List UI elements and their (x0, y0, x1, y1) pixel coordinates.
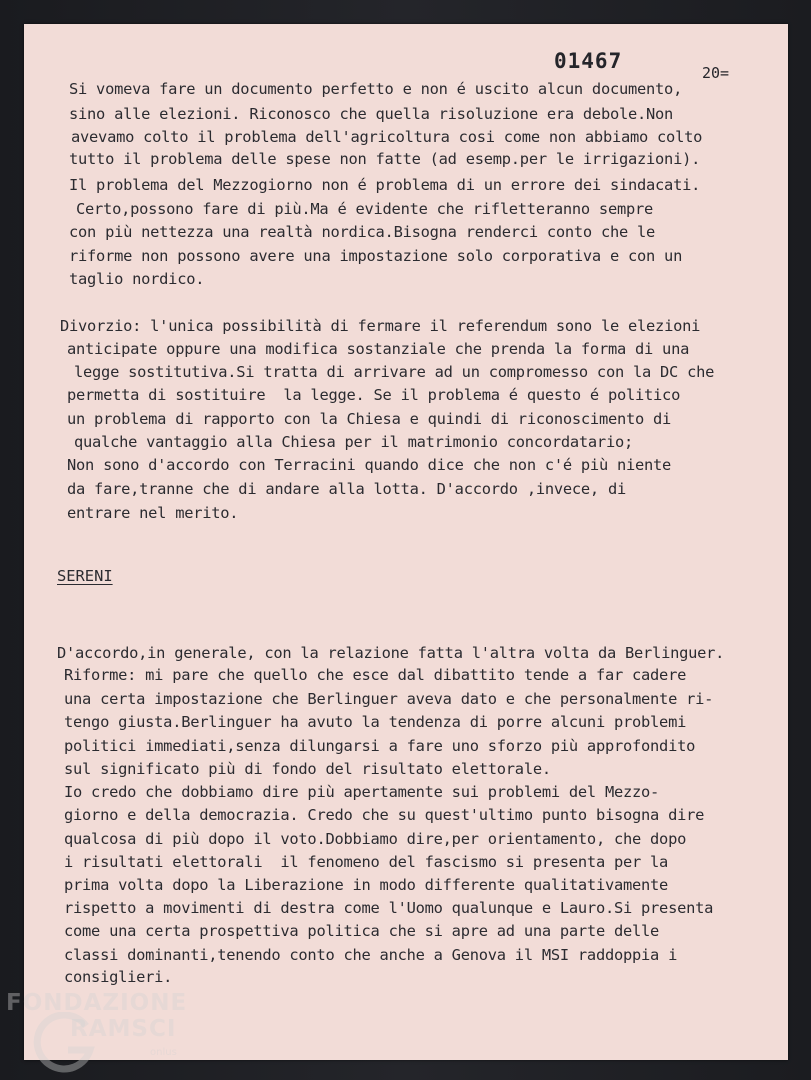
text-line: anticipate oppure una modifica sostanziale che prenda la forma di una (67, 340, 690, 358)
text-line: sino alle elezioni. Riconosco che quella risoluzione era debole.Non (69, 105, 674, 123)
document-number: 01467 (554, 49, 623, 73)
text-line: politici immediati,senza dilungarsi a fare uno sforzo più approfondito (64, 737, 696, 755)
text-line: riforme non possono avere una impostazione solo corporativa e con un (69, 247, 683, 265)
text-line: con più nettezza una realtà nordica.Bisogna renderci conto che le (69, 223, 656, 241)
text-line: come una certa prospettiva politica che si apre ad una parte delle (64, 922, 660, 940)
text-line: prima volta dopo la Liberazione in modo differente qualitativamente (64, 876, 669, 894)
text-line: permetta di sostituire la legge. Se il problema é questo é politico (67, 386, 681, 404)
text-line: entrare nel merito. (67, 504, 239, 522)
text-line: i risultati elettorali il fenomeno del fascismo si presenta per la (64, 853, 669, 871)
text-line: Io credo che dobbiamo dire più apertamente sui problemi del Mezzo- (64, 783, 660, 801)
text-line: legge sostitutiva.Si tratta di arrivare ad un compromesso con la DC che (74, 363, 715, 381)
text-line: qualcosa di più dopo il voto.Dobbiamo dire,per orientamento, che dopo (64, 830, 687, 848)
text-line: rispetto a movimenti di destra come l'Uomo qualunque e Lauro.Si presenta (64, 899, 714, 917)
text-line: Divorzio: l'unica possibilità di fermare il referendum sono le elezioni (60, 317, 701, 335)
text-line: classi dominanti,tenendo conto che anche a Genova il MSI raddoppia i (64, 946, 678, 964)
text-line: tutto il problema delle spese non fatte (ad esemp.per le irrigazioni). (69, 150, 701, 168)
text-line: giorno e della democrazia. Credo che su quest'ultimo punto bisogna dire (64, 806, 705, 824)
text-line: D'accordo,in generale, con la relazione fatta l'altra volta da Berlinguer. (57, 644, 725, 662)
page-number: 20= (702, 64, 730, 82)
text-line: un problema di rapporto con la Chiesa e quindi di riconoscimento di (67, 410, 672, 428)
text-line: sul significato più di fondo del risultato elettorale. (64, 760, 551, 778)
text-line: consiglieri. (64, 968, 173, 986)
watermark-line1: FONDAZIONE (6, 990, 188, 1016)
text-line: Il problema del Mezzogiorno non é problema di un errore dei sindacati. (69, 176, 701, 194)
watermark-tag: onlus (150, 1047, 177, 1058)
text-line: Certo,possono fare di più.Ma é evidente che rifletteranno sempre (76, 200, 654, 218)
text-line: taglio nordico. (69, 270, 205, 288)
text-line: una certa impostazione che Berlinguer aveva dato e che personalmente ri- (64, 690, 714, 708)
watermark-line2: RAMSCI (70, 1016, 177, 1042)
text-line: Riforme: mi pare che quello che esce dal dibattito tende a far cadere (64, 666, 687, 684)
text-line: Si vomeva fare un documento perfetto e non é uscito alcun documento, (69, 80, 683, 98)
text-line: da fare,tranne che di andare alla lotta. D'accordo ,invece, di (67, 480, 626, 498)
fondazione-gramsci-watermark (2, 990, 222, 1076)
text-line: Non sono d'accordo con Terracini quando dice che non c'é più niente (67, 456, 672, 474)
text-line: tengo giusta.Berlinguer ha avuto la tendenza di porre alcuni problemi (64, 713, 687, 731)
speaker-heading: SERENI (57, 567, 113, 585)
text-line: qualche vantaggio alla Chiesa per il matrimonio concordatario; (74, 433, 633, 451)
text-line: avevamo colto il problema dell'agricoltura cosi come non abbiamo colto (71, 128, 703, 146)
